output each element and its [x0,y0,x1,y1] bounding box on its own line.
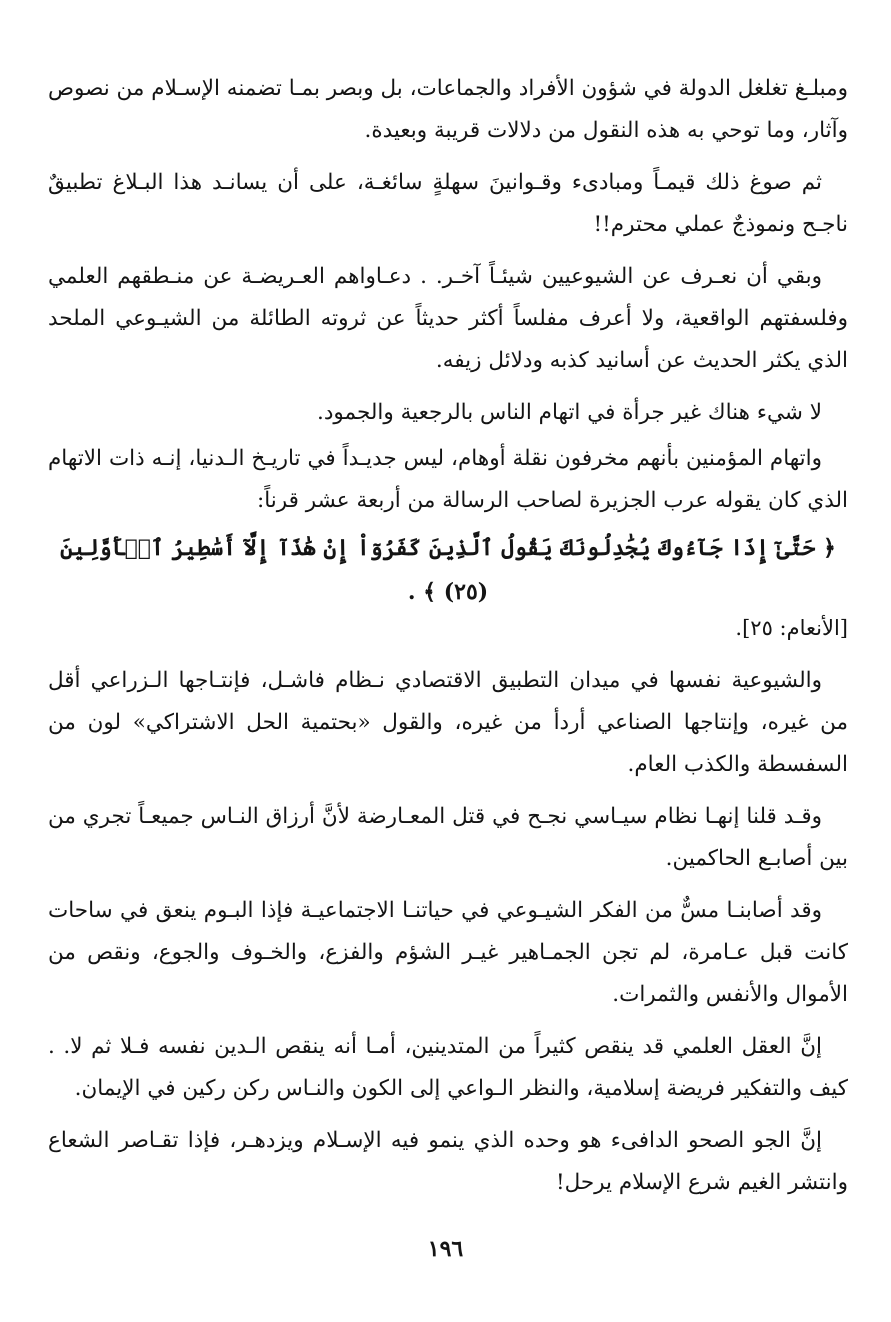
verse-open-bracket: ﴿ [822,535,836,561]
paragraph-3: وبقي أن نعـرف عن الشيوعيين شيئـاً آخـر. . دعـاواهم العـريضـة عن منـطقهم العلمي وفلسفتهم الواقعية، ولا أعرف مفلساً أكثر حديثاً عن ثروته الطائلة من الشيـوعي الملحد الذي يكثر الحديث عن أسانيد كذبه ودلائل زيفه. [48,264,848,373]
paragraph-4: لا شيء هناك غير جرأة في اتهام الناس بالرجعية والجمود. [317,400,822,425]
verse-close-bracket: ﴾ . [407,579,437,605]
paragraph-9: إنَّ العقل العلمي قد ينقص كثيراً من المتدينين، أمـا أنه ينقص الـدين نفسه فـلا ثم لا. . كيف والتفكير فريضة إسلامية، والنظر الـواعي إلى الكون والنـاس ركن ركين في الإيمان. [48,1034,848,1101]
page-number: ١٩٦ [427,1236,464,1262]
paragraph-1: ومبلـغ تغلغل الدولة في شؤون الأفراد والجماعات، بل وبصر بمـا تضمنه الإسـلام من نصوص وآثار، وما توحي به هذه النقول من دلالات قريبة وبعيدة. [47,76,848,143]
verse-text: حَتَّىٰٓ إِذَا جَآءُوكَ يُجَٰدِلُونَكَ يَقُولُ ٱلَّذِينَ كَفَرُوٓاْ إِنْ هَٰذَآ إِلَّآ أَسَٰطِيرُ ٱلۡأَوَّلِينَ [60,535,816,561]
verse-citation: [الأنعام: ٢٥]. [735,616,848,640]
paragraph-7: وقـد قلنا إنهـا نظام سيـاسي نجـح في قتل المعـارضة لأنَّ أرزاق النـاس جميعـاً تجري من بين أصابـع الحاكمين. [48,804,848,871]
paragraph-5: واتهام المؤمنين بأنهم مخرفون نقلة أوهام، ليس جديـداً في تاريـخ الـدنيا، إنـه ذات الاتهام الذي كان يقوله عرب الجزيرة لصاحب الرسالة من أربعة عشر قرناً: [48,446,848,513]
paragraph-2: ثم صوغ ذلك قيمـاً ومبادىء وقـوانينَ سهلةٍ سائغـة، على أن يسانـد هذا البـلاغ تطبيقٌ ناجـح ونموذجٌ عملي محترم!! [48,170,848,237]
quran-verse [48,526,848,614]
ayah-number: ٢٥ [454,579,478,605]
paragraph-6: والشيوعية نفسها في ميدان التطبيق الاقتصادي نـظام فاشـل، فإنتـاجها الـزراعي أقل من غيره، وإنتاجها الصناعي أردأ من غيره، والقول «بحتمية الحل الاشتراكي» لون من السفسطة والكذب العام. [48,668,848,777]
ayah-number-marker: (٢٥) [443,579,489,605]
page-body [48,68,848,1214]
paragraph-8: وقد أصابنـا مسٌّ من الفكر الشيـوعي في حياتنـا الاجتماعيـة فإذا البـوم ينعق في ساحات كانت قبل عـامرة، لم تجن الجمـاهير غيـر الشؤم والفزع، والخـوف والجوع، ونقص من الأموال والأنفس والثمرات. [48,898,848,1007]
paragraph-10: إنَّ الجو الصحو الدافىء هو وحده الذي ينمو فيه الإسـلام ويزدهـر، فإذا تقـاصر الشعاع وانتشر الغيم شرع الإسلام يرحل! [48,1128,848,1195]
